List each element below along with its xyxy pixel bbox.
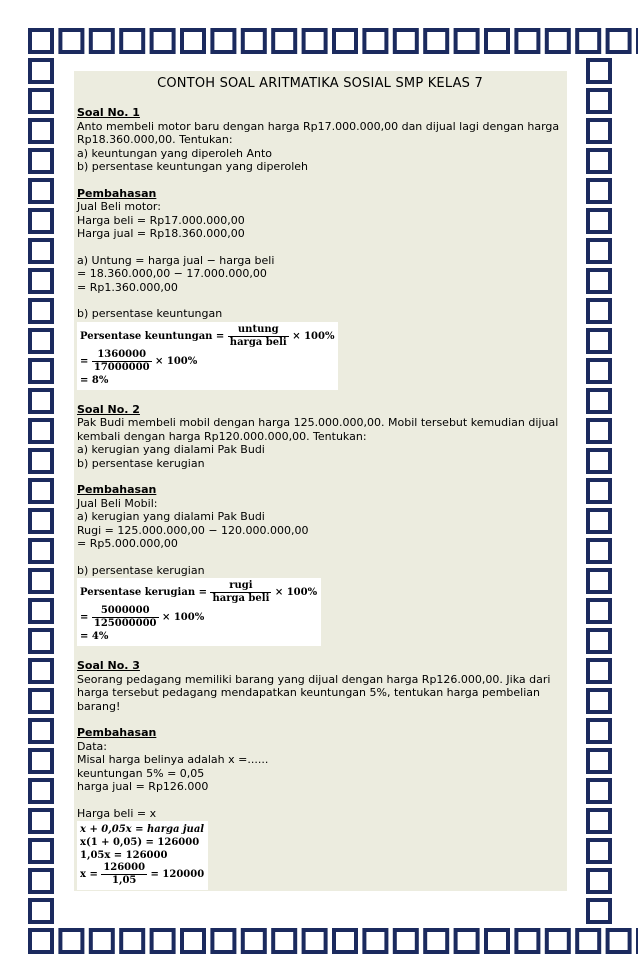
pembahasan-1-line: = 18.360.000,00 − 17.000.000,00: [77, 267, 267, 280]
pembahasan-3-line: keuntungan 5% = 0,05: [77, 766, 205, 780]
pembahasan-2-heading: Pembahasan: [77, 483, 157, 496]
formula-equals: =: [80, 355, 89, 367]
page-title: CONTOH SOAL ARITMATIKA SOSIAL SMP KELAS 7: [157, 76, 483, 91]
fraction-denominator: 125000000: [93, 618, 157, 629]
soal-1-question-a: a) keuntungan yang diperoleh Anto: [77, 146, 272, 160]
pembahasan-3-line: Harga beli = x: [77, 806, 157, 820]
formula-label: Persentase keuntungan =: [80, 330, 225, 342]
pembahasan-3-heading: Pembahasan: [77, 726, 157, 739]
formula-result: = 4%: [80, 631, 109, 642]
formula-image-2: [77, 578, 321, 646]
pembahasan-1-heading: Pembahasan: [77, 186, 157, 200]
soal-1-question-b: b) persentase keuntungan yang diperoleh: [77, 160, 308, 173]
fraction-numerator: rugi: [210, 580, 271, 593]
soal-2-question-b: b) persentase kerugian: [77, 456, 205, 470]
fraction-denominator: harga beli: [212, 593, 270, 604]
soal-2-question-a: a) kerugian yang dialami Pak Budi: [77, 443, 265, 456]
pembahasan-1-line: Harga beli = Rp17.000.000,00: [77, 213, 245, 227]
soal-3: [77, 659, 563, 713]
pembahasan-2-line: = Rp5.000.000,00: [77, 537, 178, 550]
formula-line: x + 0,05x = harga jual: [80, 824, 205, 835]
pembahasan-1-line: = Rp1.360.000,00: [77, 280, 178, 294]
formula-times: × 100%: [274, 587, 318, 598]
fraction-denominator: 17000000: [93, 361, 150, 373]
pembahasan-3-line: Misal harga belinya adalah x =......: [77, 753, 269, 766]
fraction-numerator: 126000: [103, 862, 146, 873]
soal-1-text: Anto membeli motor baru dengan harga Rp17.000.000,00 dan dijual lagi dengan harga Rp18.360.000,00. Tentukan:: [77, 119, 560, 146]
soal-2-heading: Soal No. 2: [77, 402, 140, 416]
formula-times: × 100%: [161, 612, 205, 623]
pembahasan-3-line: Data:: [77, 739, 107, 753]
fraction-numerator: 5000000: [92, 605, 159, 618]
fraction-numerator: untung: [228, 324, 289, 337]
formula-fraction: [92, 349, 152, 374]
formula-line: x(1 + 0,05) = 126000: [80, 837, 200, 848]
formula-times: × 100%: [292, 330, 335, 342]
formula-fraction: [92, 605, 159, 630]
pembahasan-3-line: harga jual = Rp126.000: [77, 780, 209, 793]
formula-label: x =: [80, 869, 98, 880]
formula-fraction: [210, 580, 271, 605]
pembahasan-3: [77, 726, 563, 890]
pembahasan-2-line: b) persentase kerugian: [77, 563, 205, 577]
soal-2-text: Pak Budi membeli mobil dengan harga 125.000.000,00. Mobil tersebut kemudian dijual kembali dengan harga Rp120.000.000,00. Tentukan:: [77, 416, 559, 443]
fraction-denominator: 1,05: [112, 875, 137, 886]
soal-2: [77, 403, 563, 471]
pembahasan-2-line: Rugi = 125.000.000,00 − 120.000.000,00: [77, 523, 309, 537]
formula-image-1: [77, 322, 338, 390]
soal-3-heading: Soal No. 3: [77, 659, 140, 672]
formula-line: 1,05x = 126000: [80, 850, 168, 861]
pembahasan-1-line: Harga jual = Rp18.360.000,00: [77, 227, 245, 240]
formula-result: = 120000: [150, 869, 205, 880]
worksheet-content: [74, 71, 567, 891]
formula-label: Persentase kerugian =: [80, 587, 207, 598]
formula-equals: =: [80, 612, 89, 623]
pembahasan-2: [77, 483, 563, 646]
formula-result: = 8%: [80, 374, 109, 386]
pembahasan-1-line: Jual Beli motor:: [77, 200, 161, 213]
fraction-numerator: 1360000: [92, 349, 152, 362]
soal-1-heading: Soal No. 1: [77, 106, 140, 119]
pembahasan-1-line: b) persentase keuntungan: [77, 307, 223, 320]
pembahasan-1-line: a) Untung = harga jual − harga beli: [77, 253, 275, 267]
pembahasan-2-line: Jual Beli Mobil:: [77, 496, 158, 510]
pembahasan-2-line: a) kerugian yang dialami Pak Budi: [77, 510, 265, 523]
soal-3-text: Seorang pedagang memiliki barang yang dijual dengan harga Rp126.000,00. Jika dari harga tersebut pedagang mendapatkan keuntungan 5%, tentukan harga pembelian barang!: [77, 672, 551, 713]
formula-image-3: [77, 821, 208, 890]
pembahasan-1: [77, 187, 563, 390]
soal-1: [77, 106, 563, 174]
formula-fraction: [101, 862, 147, 887]
formula-fraction: [228, 324, 289, 349]
fraction-denominator: harga beli: [229, 336, 287, 348]
formula-times: × 100%: [155, 355, 198, 367]
